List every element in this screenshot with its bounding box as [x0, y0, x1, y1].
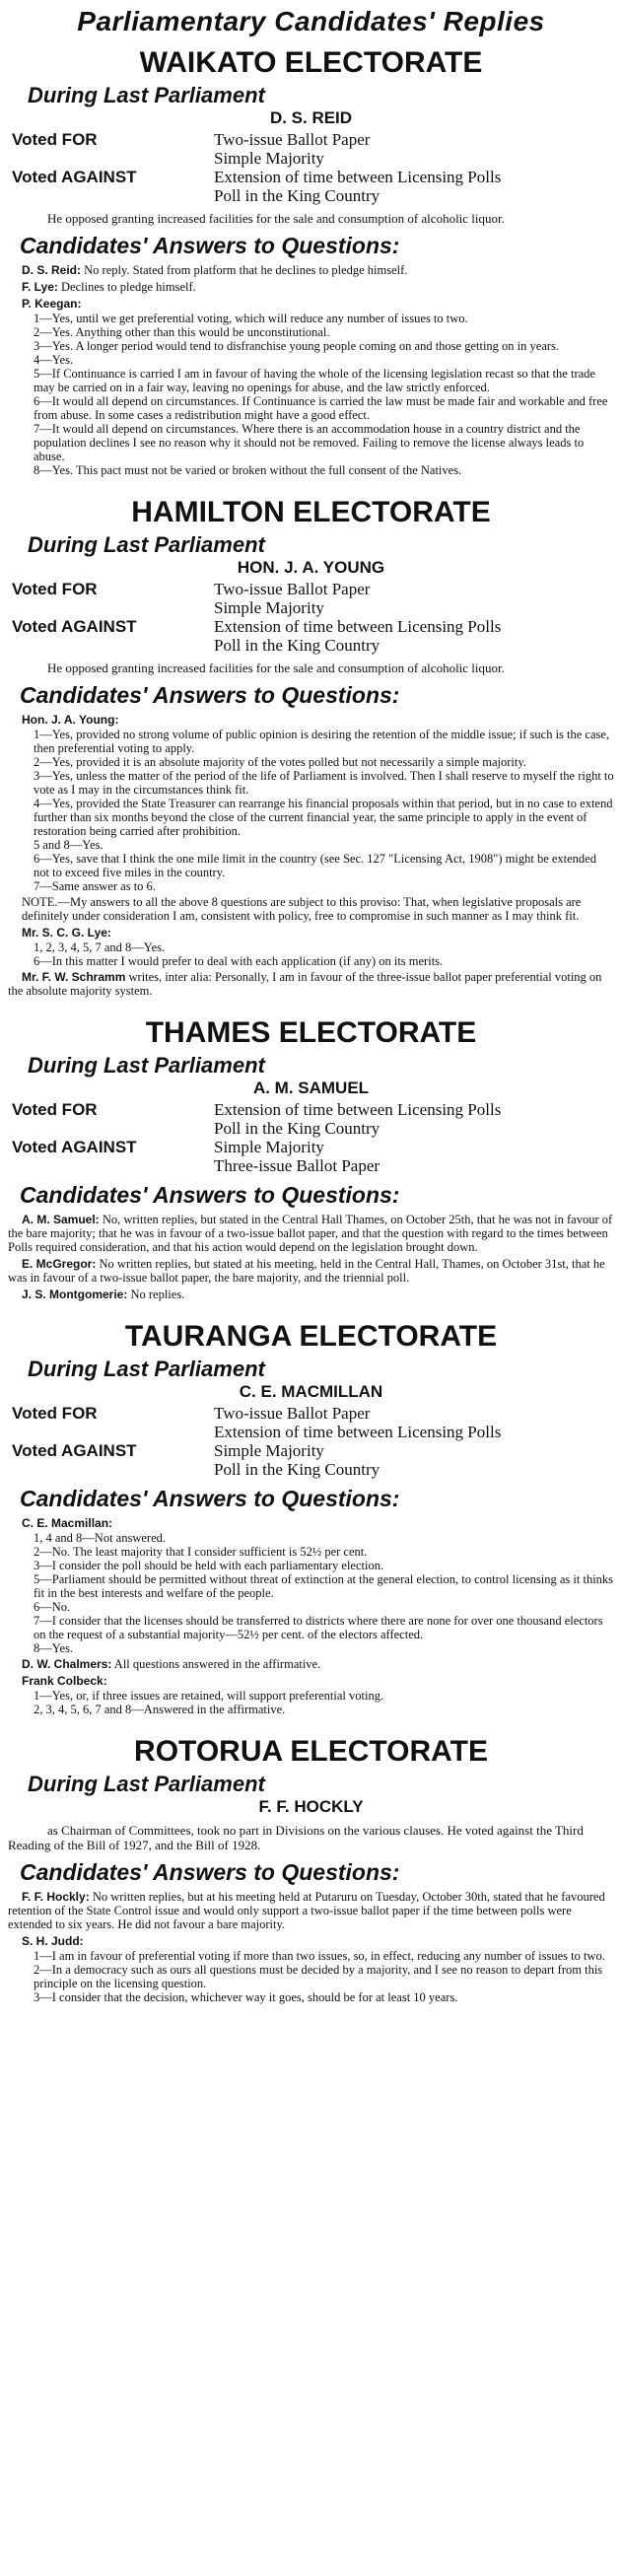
voted-for-label: Voted FOR	[12, 1404, 98, 1423]
voted-against-label: Voted AGAINST	[12, 617, 137, 636]
candidate-name: A. M. Samuel:	[22, 1213, 100, 1226]
voted-for-row	[8, 1100, 614, 1138]
answers-heading: Candidates' Answers to Questions:	[20, 1486, 400, 1511]
answer-item: 5—Parliament should be permitted without threat of extinction at the general election, to control licensing as it thinks fit in the best interests and welfare of the people.	[34, 1572, 614, 1600]
electorate-section	[8, 1734, 614, 2004]
candidate-name: C. E. Macmillan:	[22, 1516, 113, 1530]
answer-item: 4—Yes, provided the State Treasurer can rearrange his financial proposals within that period, but in no case to extend further than six months beyond the close of the current financial year, the same principle to apply in the event of restoration being carried after prohibition.	[34, 797, 613, 838]
voted-against-row	[8, 168, 614, 205]
vote-item: Simple Majority	[214, 1441, 324, 1460]
voted-for-row	[8, 580, 614, 617]
candidate-answer-text: Declines to pledge himself.	[57, 280, 196, 294]
electorate-title: WAIKATO ELECTORATE	[139, 46, 483, 79]
answer-item: 1—Yes, or, if three issues are retained, will support preferential voting.	[34, 1689, 384, 1703]
answer-item: 2, 3, 4, 5, 6, 7 and 8—Answered in the affirmative.	[34, 1703, 286, 1716]
candidate-answer-text: No replies.	[127, 1288, 185, 1301]
voted-for-row	[8, 1404, 614, 1441]
answer-item: 1, 4 and 8—Not answered.	[34, 1531, 166, 1545]
electorate-title: HAMILTON ELECTORATE	[131, 496, 491, 528]
answer-item: 4—Yes.	[34, 353, 74, 367]
answer-item: 7—Same answer as to 6.	[34, 879, 156, 893]
member-name: F. F. HOCKLY	[258, 1797, 364, 1816]
answers-heading: Candidates' Answers to Questions:	[20, 682, 400, 708]
answer-item: 7—It would all depend on circumstances. Where there is an accommodation house in a country district and the population declines I see no reason why it should not be removed. Failing to remove the license always leads to abuse.	[34, 422, 585, 463]
answer-item: 5—If Continuance is carried I am in favour of having the whole of the licensing legislation recast so that the trade may be carried on in a fair way, leaving no openings for abuse, and the law strictly enforced.	[34, 367, 595, 394]
candidate-name: D. W. Chalmers:	[22, 1657, 112, 1671]
vote-item: Extension of time between Licensing Polls	[214, 617, 502, 636]
candidate-name: F. Lye:	[22, 280, 58, 294]
electorate-section	[8, 45, 614, 477]
voted-against-items	[214, 617, 614, 655]
voted-against-items	[214, 1138, 614, 1175]
candidate-name: D. S. Reid:	[22, 263, 82, 277]
answer-item: 3—I consider that the decision, whichever way it goes, should be for at least 10 years.	[34, 1990, 458, 2004]
candidate-name: S. H. Judd:	[22, 1934, 84, 1948]
during-parliament-label: During Last Parliament	[28, 532, 265, 557]
vote-item: Two-issue Ballot Paper	[214, 580, 371, 598]
voted-against-label: Voted AGAINST	[12, 1441, 137, 1460]
voted-against-items	[214, 1441, 614, 1479]
answer-item: 8—Yes.	[34, 1641, 74, 1655]
candidate-answer	[8, 263, 614, 277]
vote-item: Poll in the King Country	[214, 1460, 380, 1479]
candidate-name: Mr. F. W. Schramm	[22, 970, 126, 984]
candidate-name: F. F. Hockly:	[22, 1890, 90, 1904]
vote-item: Simple Majority	[214, 1138, 324, 1156]
voted-for-items	[214, 580, 614, 617]
candidate-answer	[8, 1657, 614, 1671]
candidate-answer-text: writes, inter alia: Personally, I am in favour of the three-issue ballot paper preferential voting on the absolute majority system.	[8, 970, 602, 998]
voted-against-label: Voted AGAINST	[12, 168, 137, 186]
voted-for-label: Voted FOR	[12, 1100, 98, 1119]
candidate-answer	[8, 1890, 614, 1931]
answer-item: 6—No.	[34, 1600, 71, 1614]
candidate-name: Frank Colbeck:	[22, 1674, 107, 1688]
answers-heading: Candidates' Answers to Questions:	[20, 1182, 400, 1208]
answer-item: 6—In this matter I would prefer to deal with each application (if any) on its merits.	[34, 954, 444, 968]
answer-item: 2—In a democracy such as ours all questions must be decided by a majority, and I see no reason to depart from this principle on the licensing question.	[34, 1963, 603, 1990]
vote-item: Extension of time between Licensing Polls	[214, 168, 502, 186]
member-name: A. M. SAMUEL	[252, 1079, 370, 1097]
member-note: as Chairman of Committees, took no part in Divisions on the various clauses. He voted against the Third Reading of the Bill of 1927, and the Bill of 1928.	[8, 1823, 584, 1852]
candidate-name: J. S. Montgomerie:	[22, 1288, 128, 1301]
during-parliament-label: During Last Parliament	[28, 1772, 265, 1796]
voted-against-row	[8, 617, 614, 655]
electorate-title: TAURANGA ELECTORATE	[124, 1320, 498, 1353]
candidate-name: E. McGregor:	[22, 1257, 97, 1271]
answer-item: 3—I consider the poll should be held with each parliamentary election.	[34, 1559, 384, 1572]
voted-against-label: Voted AGAINST	[12, 1138, 137, 1156]
member-note: He opposed granting increased facilities for the sale and consumption of alcoholic liquor.	[47, 211, 505, 226]
candidate-answer-text: No written replies, but stated at his meeting, held in the Central Hall, Thames, on October 31st, that he was in favour of a two-issue ballot paper, the bare majority, and the triennial poll.	[8, 1257, 605, 1285]
candidate-answer-text: No written replies, but at his meeting held at Putaruru on Tuesday, October 30th, stated that he favoured retention of the State Control issue and would only support a two-issue ballot paper if the time between polls were extended to six years. He did not favour a bare majority.	[8, 1890, 605, 1931]
answers-heading: Candidates' Answers to Questions:	[20, 233, 400, 258]
answer-item: 6—It would all depend on circumstances. If Continuance is carried the law must be made fair and workable and free from abuse. In some cases a redistribution might have a good effect.	[34, 394, 608, 422]
answer-item: 7—I consider that the licenses should be transferred to districts where there are none for over one thousand electors on the request of a substantial majority—52½ per cent. of the electors affected.	[34, 1614, 603, 1641]
during-parliament-label: During Last Parliament	[28, 1357, 265, 1381]
vote-item: Poll in the King Country	[214, 186, 380, 205]
voted-for-items	[214, 1404, 614, 1441]
answer-item: 1, 2, 3, 4, 5, 7 and 8—Yes.	[34, 940, 166, 954]
page-heading: Parliamentary Candidates' Replies	[77, 6, 545, 36]
candidate-answer-text: All questions answered in the affirmative.	[111, 1657, 321, 1671]
vote-item: Poll in the King Country	[214, 1119, 380, 1138]
member-name: C. E. MACMILLAN	[239, 1382, 383, 1401]
answer-item: 8—Yes. This pact must not be varied or broken without the full consent of the Natives.	[34, 463, 462, 477]
electorate-section	[8, 1319, 614, 1716]
vote-item: Simple Majority	[214, 149, 324, 168]
candidate-answer-text: No, written replies, but stated in the Central Hall Thames, on October 25th, that he was not in favour of the bare majority; that he was in favour of a two-issue ballot paper, and that the question with regard to the times between Polls required consideration, and that his action would depend on the legislation brought down.	[8, 1213, 613, 1254]
candidate-name: Mr. S. C. G. Lye:	[22, 926, 111, 940]
voted-for-label: Voted FOR	[12, 130, 98, 149]
vote-item: Two-issue Ballot Paper	[214, 130, 371, 149]
during-parliament-label: During Last Parliament	[28, 83, 265, 107]
candidate-answer	[8, 970, 614, 998]
member-name: D. S. REID	[269, 108, 353, 127]
candidate-answer	[8, 1213, 614, 1254]
answer-item: 1—Yes, until we get preferential voting, which will reduce any number of issues to two.	[34, 312, 468, 325]
voted-against-row	[8, 1138, 614, 1175]
voted-against-row	[8, 1441, 614, 1479]
voted-against-items	[214, 168, 614, 205]
voted-for-label: Voted FOR	[12, 580, 98, 598]
vote-item: Poll in the King Country	[214, 636, 380, 655]
member-note: He opposed granting increased facilities for the sale and consumption of alcoholic liquor.	[47, 661, 505, 675]
sections-container	[8, 45, 614, 2004]
member-name: HON. J. A. YOUNG	[237, 558, 385, 577]
answer-item: 2—Yes. Anything other than this would be unconstitutional.	[34, 325, 330, 339]
electorate-title: THAMES ELECTORATE	[145, 1016, 477, 1049]
document-page	[8, 6, 614, 2004]
candidate-name: Hon. J. A. Young:	[22, 713, 119, 727]
answer-item: 2—Yes, provided it is an absolute majority of the votes polled but not necessarily a simple majority.	[34, 755, 526, 769]
candidate-name: P. Keegan:	[22, 297, 82, 311]
answer-item: 6—Yes, save that I think the one mile limit in the country (see Sec. 127 "Licensing Act, 1908") might be extended not to exceed five miles in the country.	[34, 852, 596, 879]
answer-item: 1—I am in favour of preferential voting if more than two issues, so, in effect, reducing any number of issues to two.	[34, 1949, 605, 1963]
answer-note: NOTE.—My answers to all the above 8 questions are subject to this proviso: That, when legislative proposals are definitely under consideration I am, consistent with policy, free to compromise in such manner as I may think fit.	[22, 895, 582, 923]
vote-item: Three-issue Ballot Paper	[214, 1156, 380, 1175]
answer-item: 5 and 8—Yes.	[34, 838, 104, 852]
voted-for-row	[8, 130, 614, 168]
answers-heading: Candidates' Answers to Questions:	[20, 1859, 400, 1885]
vote-item: Simple Majority	[214, 598, 324, 617]
candidate-answer-text: No reply. Stated from platform that he declines to pledge himself.	[81, 263, 408, 277]
electorate-title: ROTORUA ELECTORATE	[134, 1735, 488, 1768]
during-parliament-label: During Last Parliament	[28, 1053, 265, 1078]
vote-item: Extension of time between Licensing Polls	[214, 1100, 502, 1119]
candidate-answer	[8, 280, 614, 294]
voted-for-items	[214, 130, 614, 168]
voted-for-items	[214, 1100, 614, 1138]
vote-item: Extension of time between Licensing Polls	[214, 1423, 502, 1441]
electorate-section	[8, 495, 614, 998]
answer-item: 3—Yes, unless the matter of the period of the life of Parliament is involved. Then I shall reserve to myself the right to vote as I may in the circumstances think fit.	[34, 769, 614, 797]
candidate-answer	[8, 1257, 614, 1285]
answer-item: 1—Yes, provided no strong volume of public opinion is desiring the retention of the middle issue; if such is the case, then preferential voting to apply.	[34, 728, 610, 755]
electorate-section	[8, 1015, 614, 1301]
answer-item: 3—Yes. A longer period would tend to disfranchise young people coming on and those getting on in years.	[34, 339, 560, 353]
candidate-answer	[8, 1288, 614, 1301]
answer-item: 2—No. The least majority that I consider sufficient is 52½ per cent.	[34, 1545, 368, 1559]
vote-item: Two-issue Ballot Paper	[214, 1404, 371, 1423]
